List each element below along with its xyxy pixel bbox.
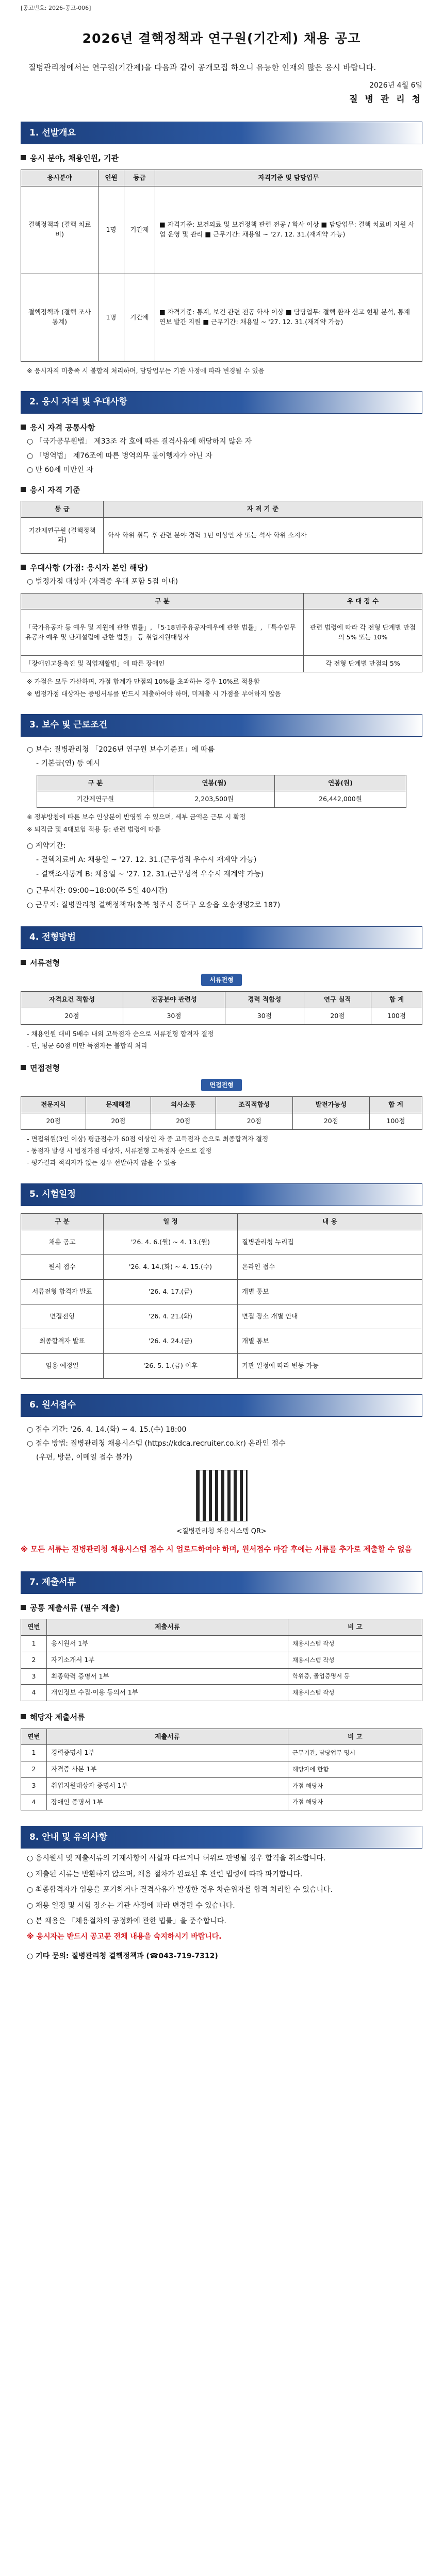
s2-note: ※ 가점은 모두 가산하며, 가점 합계가 만점의 10%를 초과하는 경우 10%로 적용함 xyxy=(27,677,260,686)
s7-subheading-2: 해당자 제출서류 xyxy=(21,1711,422,1723)
s4-note: - 채용인원 대비 5배수 내외 고득점자 순으로 서류전형 합격자 결정 xyxy=(27,1029,214,1038)
s8-line: ○ 채용 일정 및 시험 장소는 기관 사정에 따라 변경될 수 있습니다. xyxy=(27,1901,235,1910)
notice-date: 2026년 4월 6일 xyxy=(369,81,422,90)
salary-table: 구 분 연봉(월) 연봉(원) 기간제연구원 2,203,500원 26,442,000원 xyxy=(37,775,406,808)
section-3-header: 3. 보수 및 근로조건 xyxy=(21,714,422,737)
s2-pref-intro: ○ 법정가점 대상자 (자격증 우대 포함 5점 이내) xyxy=(27,578,178,586)
table-row: 「국가유공자 등 예우 및 지원에 관한 법률」, 「5·18민주유공자예우에 관한 법률」, 「특수임무유공자 예우 및 단체설립에 관한 법률」 등 취업지원대상자 관련 법령에 따라 각 전형 단계별 만점의 5% 또는 10% xyxy=(21,609,422,656)
table-row: 기간제연구원 2,203,500원 26,442,000원 xyxy=(37,791,406,808)
bullet-square-icon xyxy=(21,425,26,430)
page-title: 2026년 결핵정책과 연구원(기간제) 채용 공고 xyxy=(82,31,361,46)
s1-note: ※ 응시자격 미충족 시 불합격 처리하며, 담당업무는 기관 사정에 따라 변경될 수 있음 xyxy=(27,366,265,375)
qr-caption: <질병관리청 채용시스템 QR> xyxy=(176,1528,267,1536)
common-docs-table: 연번 제출서류 비 고 1 응시원서 1부 채용시스템 작성 2 자기소개서 1부 채용시스템 작성 3 최종학력 증명서 1부 학위증, 졸업증명서 등 4 개인정보 수집·이용 동의서 1부 채용시스템 작성 xyxy=(21,1619,422,1701)
table-row: 최종합격자 발표 '26. 4. 24.(금) 개별 통보 xyxy=(21,1329,422,1353)
s3-note: ※ 정부방침에 따른 보수 인상분이 반영될 수 있으며, 세부 금액은 근무 시 확정 xyxy=(27,813,246,821)
s6-line: (우편, 방문, 이메일 접수 불가) xyxy=(36,1453,133,1462)
s8-line: ○ 제출된 서류는 반환하지 않으며, 채용 절차가 완료된 후 관련 법령에 따라 파기합니다. xyxy=(27,1870,303,1878)
s8-line: ○ 최종합격자가 임용을 포기하거나 결격사유가 발생한 경우 차순위자를 합격 처리할 수 있습니다. xyxy=(27,1886,333,1894)
section-7-header: 7. 제출서류 xyxy=(21,1571,422,1594)
qualification-table: 등 급 자 격 기 준 기간제연구원 (결핵정책과) 학사 학위 취득 후 관련 분야 경력 1년 이상인 자 또는 석사 학위 소지자 xyxy=(21,501,422,554)
interview-table-caption: 면접전형 xyxy=(201,1079,241,1091)
s6-line: ○ 접수 기간: '26. 4. 14.(화) ~ 4. 15.(수) 18:00 xyxy=(27,1425,187,1434)
s3-sub: - 기본급(연) 등 예시 xyxy=(36,759,100,768)
section-8-header: 8. 안내 및 유의사항 xyxy=(21,1826,422,1849)
s4-note: - 평가결과 적격자가 없는 경우 선발하지 않을 수 있음 xyxy=(27,1159,176,1167)
s2-subheading-3: 우대사항 (가점: 응시자 본인 해당) xyxy=(21,562,422,574)
s3-line: - 결핵조사통계 B: 채용일 ~ '27. 12. 31.(근무성적 우수시 재계약 가능) xyxy=(36,870,264,878)
s3-line: - 결핵치료비 A: 채용일 ~ '27. 12. 31.(근무성적 우수시 재계약 가능) xyxy=(36,856,257,865)
section-1-header: 1. 선발개요 xyxy=(21,122,422,144)
s6-warning: ※ 모든 서류는 질병관리청 채용시스템 접수 시 업로드하여야 하며, 원서접수 마감 후에는 서류를 추가로 제출할 수 없음 xyxy=(21,1545,412,1554)
s4-subheading-1: 서류전형 xyxy=(21,957,422,969)
table-row: 2 자기소개서 1부 채용시스템 작성 xyxy=(21,1652,422,1668)
qr-code-icon[interactable] xyxy=(196,1470,248,1521)
qr-block xyxy=(21,1470,422,1537)
table-row: 결핵정책과 (결핵 치료비) 1명 기간제 ■ 자격기준: 보건의료 및 보건정책 관련 전공 / 학사 이상 ■ 담당업무: 결핵 치료비 지원 사업 운영 및 관리 ■ 근무기간: 채용일 ~ '27. 12. 31.(재계약 가능) xyxy=(21,186,422,274)
s7-subheading-1: 공통 제출서류 (필수 제출) xyxy=(21,1602,422,1614)
doc-screening-table: 자격요건 적합성 전공분야 관련성 경력 적합성 연구 실적 합 계 20점 30점 30점 20점 100점 xyxy=(21,991,422,1025)
table-row: 1 응시원서 1부 채용시스템 작성 xyxy=(21,1636,422,1652)
schedule-table: 구 분 일 정 내 용 채용 공고 '26. 4. 6.(월) ~ 4. 13.(월) 질병관리청 누리집 원서 접수 '26. 4. 14.(화) ~ 4. 15.(수) 온라인 접수 서류전형 합격자 발표 '26. 4. 17.(금) 개별 통보 면접전형 '26. 4. 21.(화) 면접 장소 개별 안내 최종합격자 발표 '26. 4. 24.(금) 개별 통보 임용 예정일 '26. 5. 1.(금) 이후 기관 일정에 따라 변동 가능 xyxy=(21,1213,422,1379)
intro-text: 질병관리청에서는 연구원(기간제)을 다음과 같이 공개모집 하오니 유능한 인재의 많은 응시 바랍니다. xyxy=(28,62,376,72)
s2-line: ○ 만 60세 미만인 자 xyxy=(27,466,93,474)
s4-subheading-2: 면접전형 xyxy=(21,1062,422,1074)
s2-note: ※ 법정가점 대상자는 증빙서류를 반드시 제출하여야 하며, 미제출 시 가점을 부여하지 않음 xyxy=(27,689,281,698)
s2-line: ○ 「병역법」 제76조에 따른 병역의무 불이행자가 아닌 자 xyxy=(27,451,212,460)
interview-table: 전문지식 문제해결 의사소통 조직적합성 발전가능성 합 계 20점 20점 20점 20점 20점 100점 xyxy=(21,1096,422,1130)
table-row: 4 장애인 증명서 1부 가점 해당자 xyxy=(21,1794,422,1810)
s4-note: - 면접위원(3인 이상) 평균점수가 60점 이상인 자 중 고득점자 순으로 최종합격자 결정 xyxy=(27,1134,269,1143)
s6-line: ○ 접수 방법: 질병관리청 채용시스템 (https://kdca.recruiter.co.kr) 온라인 접수 xyxy=(27,1439,286,1448)
table-row: 20점 30점 30점 20점 100점 xyxy=(21,1008,422,1025)
s8-warning: ※ 응시자는 반드시 공고문 전체 내용을 숙지하시기 바랍니다. xyxy=(27,1933,222,1941)
table-row: 채용 공고 '26. 4. 6.(월) ~ 4. 13.(월) 질병관리청 누리집 xyxy=(21,1230,422,1255)
table-row: 「장애인고용촉진 및 직업재활법」에 따른 장애인 각 전형 단계별 만점의 5% xyxy=(21,656,422,672)
s8-line: ○ 응시원서 및 제출서류의 기재사항이 사실과 다르거나 허위로 판명될 경우 합격을 취소합니다. xyxy=(27,1854,326,1863)
s4-note: - 단, 평균 60점 미만 득점자는 불합격 처리 xyxy=(27,1042,147,1050)
s3-line: ○ 근무지: 질병관리청 결핵정책과(충북 청주시 흥덕구 오송읍 오송생명2로 187) xyxy=(27,901,281,909)
s2-subheading-1: 응시 자격 공통사항 xyxy=(21,422,422,434)
s3-note: ※ 퇴직금 및 4대보험 적용 등: 관련 법령에 따름 xyxy=(27,825,161,833)
doc-table-caption: 서류전형 xyxy=(201,974,241,986)
bullet-square-icon xyxy=(21,487,26,492)
table-row: 원서 접수 '26. 4. 14.(화) ~ 4. 15.(수) 온라인 접수 xyxy=(21,1255,422,1279)
bullet-square-icon xyxy=(21,1605,26,1610)
section-4-header: 4. 전형방법 xyxy=(21,926,422,949)
preference-table: 구 분 우 대 점 수 「국가유공자 등 예우 및 지원에 관한 법률」, 「5·18민주유공자예우에 관한 법률」, 「특수임무유공자 예우 및 단체설립에 관한 법률」 등 취업지원대상자 관련 법령에 따라 각 전형 단계별 만점의 5% 또는 10% 「장애인고용촉진 및 직업재활법」에 따른 장애인 각 전형 단계별 만점의 5% xyxy=(21,593,422,673)
table-row: 1 경력증명서 1부 근무기간, 담당업무 명시 xyxy=(21,1745,422,1761)
section-2-header: 2. 응시 자격 및 우대사항 xyxy=(21,391,422,414)
table-row: 2 자격증 사본 1부 해당자에 한함 xyxy=(21,1761,422,1778)
table-row: 기간제연구원 (결핵정책과) 학사 학위 취득 후 관련 분야 경력 1년 이상인 자 또는 석사 학위 소지자 xyxy=(21,517,422,553)
bullet-square-icon xyxy=(21,1065,26,1070)
contact-info: ○ 기타 문의: 질병관리청 결핵정책과 (☎043-719-7312) xyxy=(27,1952,218,1960)
s3-intro: ○ 보수: 질병관리청 「2026년 연구원 보수기준표」에 따름 xyxy=(27,745,215,754)
table-row: 20점 20점 20점 20점 20점 100점 xyxy=(21,1113,422,1129)
notice-code: [공고번호: 2026-공고-006] xyxy=(21,5,91,11)
s8-line: ○ 본 채용은 「채용절차의 공정화에 관한 법률」을 준수합니다. xyxy=(27,1917,226,1925)
table-row: 3 최종학력 증명서 1부 학위증, 졸업증명서 등 xyxy=(21,1668,422,1685)
bullet-square-icon xyxy=(21,960,26,965)
table-row: 4 개인정보 수집·이용 동의서 1부 채용시스템 작성 xyxy=(21,1685,422,1701)
s1-subheading: 응시 분야, 채용인원, 기관 xyxy=(21,152,422,164)
section-6-header: 6. 원서접수 xyxy=(21,1394,422,1417)
section-5-header: 5. 시험일정 xyxy=(21,1183,422,1206)
table-row: 서류전형 합격자 발표 '26. 4. 17.(금) 개별 통보 xyxy=(21,1279,422,1304)
s3-line: ○ 계약기간: xyxy=(27,841,66,850)
s2-line: ○ 「국가공무원법」 제33조 각 호에 따른 결격사유에 해당하지 않은 자 xyxy=(27,437,252,446)
org-name: 질 병 관 리 청 xyxy=(349,94,422,105)
table-row: 면접전형 '26. 4. 21.(화) 면접 장소 개별 안내 xyxy=(21,1304,422,1329)
extra-docs-table: 연번 제출서류 비 고 1 경력증명서 1부 근무기간, 담당업무 명시 2 자격증 사본 1부 해당자에 한함 3 취업지원대상자 증명서 1부 가점 해당자 4 장애인 증명서 1부 가점 해당자 xyxy=(21,1728,422,1811)
bullet-square-icon xyxy=(21,155,26,160)
bullet-square-icon xyxy=(21,1714,26,1719)
s3-line: ○ 근무시간: 09:00~18:00(주 5일 40시간) xyxy=(27,887,168,895)
s4-note: - 동점자 발생 시 법정가점 대상자, 서류전형 고득점자 순으로 결정 xyxy=(27,1147,212,1155)
table-row: 결핵정책과 (결핵 조사통계) 1명 기간제 ■ 자격기준: 통계, 보건 관련 전공 학사 이상 ■ 담당업무: 결핵 환자 신고 현황 분석, 통계 연보 발간 지원 ■ 근무기간: 채용일 ~ '27. 12. 31.(재계약 가능) xyxy=(21,274,422,361)
bullet-square-icon xyxy=(21,565,26,570)
s1-table: 응시분야 인원 등급 자격기준 및 담당업무 결핵정책과 (결핵 치료비) 1명 기간제 ■ 자격기준: 보건의료 및 보건정책 관련 전공 / 학사 이상 ■ 담당업무: 결핵 치료비 지원 사업 운영 및 관리 ■ 근무기간: 채용일 ~ '27. 12. 31.(재계약 가능) 결핵정책과 (결핵 조사통계) 1명 기간제 ■ 자격기준: 통계, 보건 관련 전공 학사 이상 ■ 담당업무: 결핵 환자 신고 현황 분석, 통계 연보 발간 지원 ■ 근무기간: 채용일 ~ '27. 12. 31.(재계약 가능) xyxy=(21,170,422,362)
table-row: 3 취업지원대상자 증명서 1부 가점 해당자 xyxy=(21,1777,422,1794)
table-row: 임용 예정일 '26. 5. 1.(금) 이후 기관 일정에 따라 변동 가능 xyxy=(21,1353,422,1378)
s2-subheading-2: 응시 자격 기준 xyxy=(21,484,422,496)
guide-list xyxy=(21,1853,422,1942)
